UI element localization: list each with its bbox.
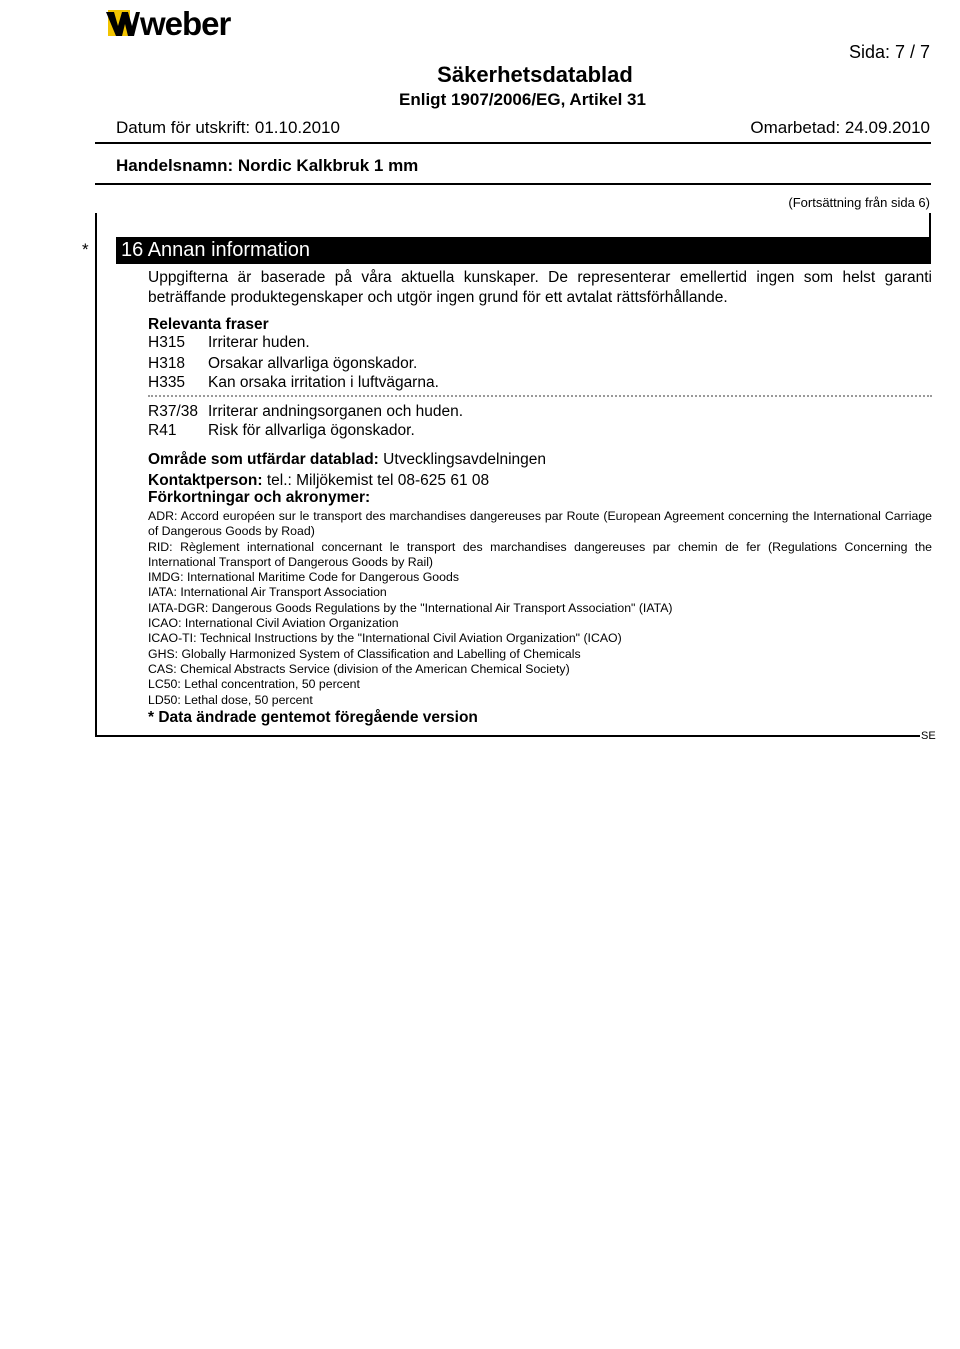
phrase-row [148,422,415,440]
phrase-text: Orsakar allvarliga ögonskador. [208,355,418,372]
abbreviation-item: IATA: International Air Transport Association [148,585,387,600]
phrase-code: R41 [148,422,177,439]
relevant-phrases-heading: Relevanta fraser [148,316,269,333]
abbreviation-item: GHS: Globally Harmonized System of Classification and Labelling of Chemicals [148,646,581,661]
abbreviation-item: ICAO-TI: Technical Instructions by the "International Civil Aviation Organization" (ICAO) [148,631,622,646]
issuer-label: Område som utfärdar datablad: [148,451,379,468]
abbreviation-item: IMDG: International Maritime Code for Dangerous Goods [148,570,459,585]
abbreviation-item: ADR: Accord européen sur le transport des marchandises dangereuses par Route (European Agreement concerning the International Carriage of Dangerous Goods by Road) [148,509,932,539]
change-footnote: * Data ändrade gentemot föregående version [148,709,478,726]
phrase-text: Irriterar huden. [208,334,310,351]
abbreviation-item: LD50: Lethal dose, 50 percent [148,692,313,707]
phrase-code: H335 [148,374,186,391]
phrase-code: R37/38 [148,403,198,420]
issuer-value: Utvecklingsavdelningen [383,451,546,468]
phrase-code: H315 [148,334,186,351]
page-number: Sida: 7 / 7 [848,42,930,62]
phrase-text: Kan orsaka irritation i luftvägarna. [208,374,439,391]
document-title: Säkerhetsdatablad [437,62,633,87]
phrase-text: Risk för allvarliga ögonskador. [208,422,415,439]
issuer-line [148,451,546,469]
weber-logo [104,4,244,40]
header-rule [95,142,931,144]
phrase-row [148,374,439,392]
print-date: Datum för utskrift: 01.10.2010 [116,118,340,137]
change-marker: * [82,240,89,259]
logo-wordmark: weber [140,5,231,40]
phrase-row [148,334,310,352]
contact-line [148,472,489,490]
phrase-row [148,355,417,373]
document-subtitle: Enligt 1907/2006/EG, Artikel 31 [399,90,646,109]
intro-paragraph: Uppgifterna är baserade på våra aktuella kunskaper. De representerar emellertid ingen som helst garanti beträffande produktegenskaper och utgör ingen grund för ett avtalat rättsförhållande. [148,269,932,306]
continued-note: (Fortsättning från sida 6) [788,195,930,210]
frame-right-edge [929,213,931,237]
contact-value: tel.: Miljökemist tel 08-625 61 08 [266,472,490,489]
abbreviation-item: IATA-DGR: Dangerous Goods Regulations by the "International Air Transport Association" (IATA) [148,600,673,615]
dotted-separator [148,395,932,397]
section-heading: 16 Annan information [116,237,931,264]
abbreviation-item: CAS: Chemical Abstracts Service (division of the American Chemical Society) [148,661,570,676]
abbreviation-item: RID: Règlement international concernant le transport des marchandises dangereuses par chemin de fer (Regulations Concerning the International Transport of Dangerous Goods by Rail) [148,539,932,569]
abbreviations-list [148,509,932,708]
abbreviations-heading: Förkortningar och akronymer: [148,489,371,506]
trade-name-rule [95,183,931,185]
language-code: SE [921,730,936,742]
abbreviation-item: LC50: Lethal concentration, 50 percent [148,677,360,692]
abbreviation-item: ICAO: International Civil Aviation Organization [148,616,399,631]
phrase-row [148,403,463,421]
contact-label: Kontaktperson: [148,472,263,489]
phrase-code: H318 [148,355,186,372]
revision-date: Omarbetad: 24.09.2010 [750,118,930,137]
trade-name: Handelsnamn: Nordic Kalkbruk 1 mm [116,156,419,175]
phrase-text: Irriterar andningsorganen och huden. [208,403,464,420]
